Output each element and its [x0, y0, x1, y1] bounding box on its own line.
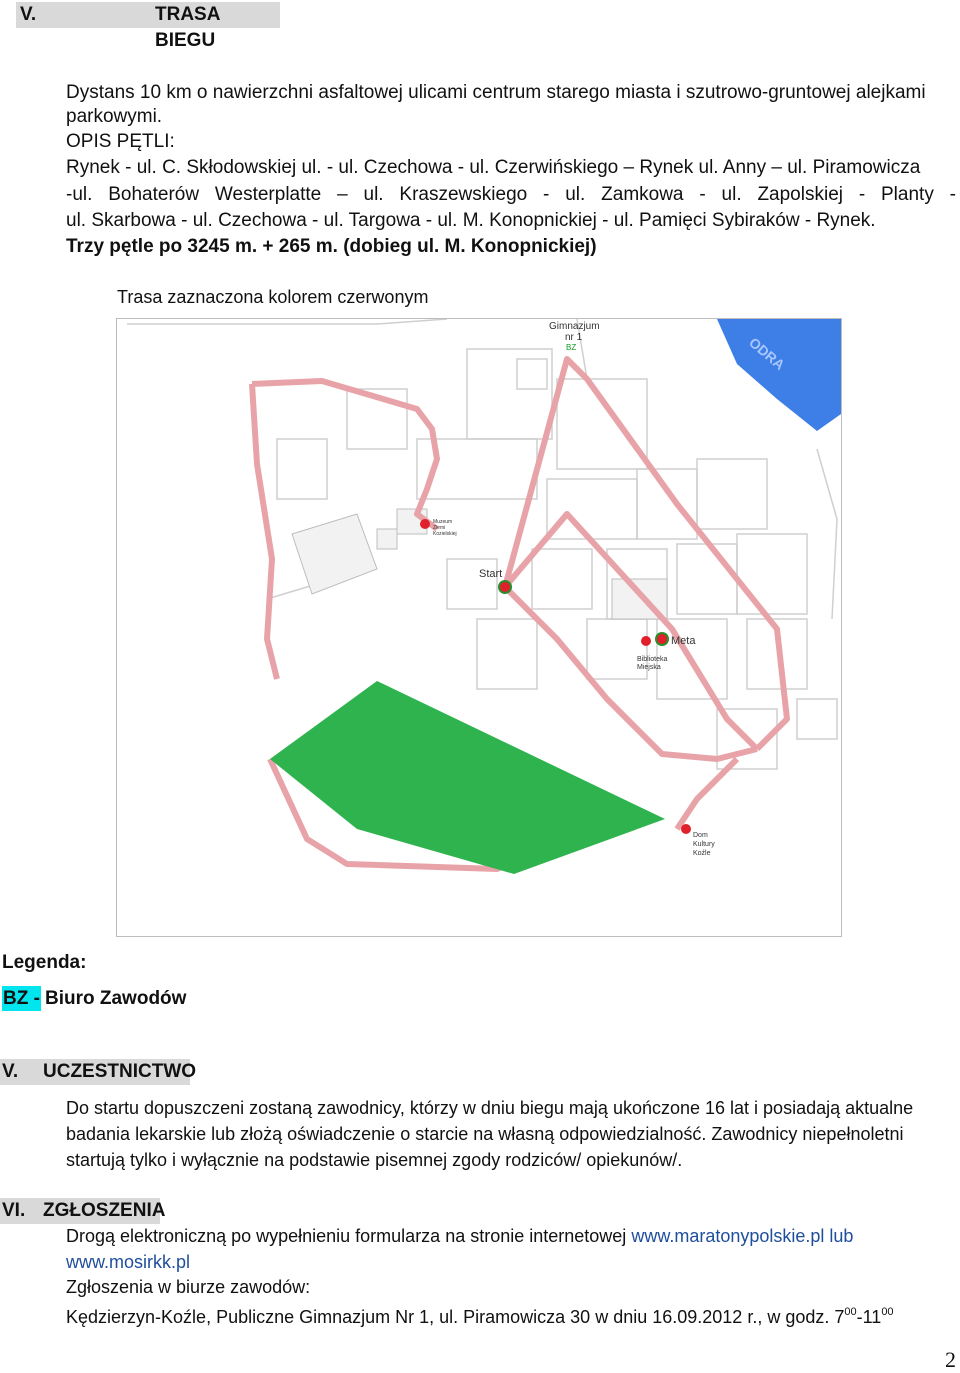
time-start-sup: 00: [844, 1306, 857, 1318]
mosirkk-link[interactable]: www.mosirkk.pl: [66, 1252, 191, 1272]
time-separator: -11: [856, 1307, 882, 1327]
section-number: V.: [2, 1061, 19, 1082]
map-graphic: [117, 319, 841, 936]
bz-map-label: BZ: [566, 343, 577, 352]
legend-title: Legenda:: [2, 952, 87, 973]
section-header-trasa: [16, 2, 280, 51]
office-details: [66, 1300, 894, 1330]
office-text: Kędzierzyn-Koźle, Publiczne Gimnazjum Nr 1, ul. Piramowicza 30 w dniu 16.09.2012 r., w godz. 7: [66, 1307, 845, 1327]
start-marker: [499, 581, 511, 593]
participation-line2: badania lekarskie lub złożą oświadczenie o starcie na własną odpowiedzialność. Zawodnicy niepełnoletni: [66, 1124, 904, 1144]
meta-label: Meta: [671, 635, 696, 647]
page-number: 2: [945, 1347, 956, 1372]
library-label-2: Miejska: [637, 664, 661, 671]
section-title: ZGŁOSZENIA: [43, 1200, 166, 1221]
gimnazjum-nr-label: nr 1: [565, 332, 583, 343]
time-end-sup: 00: [881, 1306, 894, 1318]
participation-line3: startują tylko i wyłącznie na podstawie pisemnej zgody rodziców/ opiekunów/.: [66, 1150, 683, 1170]
museum-label-1: Muzeum: [433, 519, 453, 525]
finish-marker: [656, 633, 668, 645]
section-header-uczestnictwo: [0, 1059, 197, 1085]
culture-house-label-3: Koźle: [693, 850, 711, 857]
culture-house-label-1: Dom: [693, 832, 708, 839]
section-title: UCZESTNICTWO: [43, 1061, 197, 1082]
museum-label-3: Kozielskiej: [433, 531, 457, 537]
culture-house-marker: [681, 824, 691, 834]
street-grid: [127, 319, 837, 769]
participation-line1: Do startu dopuszczeni zostaną zawodnicy, którzy w dniu biegu mają ukończone 16 lat i posiadają aktualne: [66, 1098, 914, 1118]
library-marker: [641, 636, 651, 646]
library-label-1: Biblioteka: [637, 656, 668, 663]
section-number: VI.: [2, 1200, 26, 1221]
gimnazjum-label: Gimnazjum: [549, 321, 600, 332]
loop-header: OPIS PĘTLI:: [66, 131, 175, 152]
museum-marker: [420, 519, 430, 529]
loop-line4: Trzy pętle po 3245 m. + 265 m. (dobieg ul. M. Konopnickiej): [66, 236, 597, 257]
section-number: V.: [20, 4, 37, 25]
culture-house-label-2: Kultury: [693, 841, 715, 848]
legend-bz-code: BZ -: [3, 988, 40, 1009]
start-label: Start: [479, 568, 503, 580]
loop-line1: Rynek - ul. C. Skłodowskiej ul. - ul. Czechowa - ul. Czerwińskiego – Rynek ul. Anny – ul. Piramowicza: [66, 157, 921, 178]
maratonypolskie-link[interactable]: www.maratonypolskie.pl lub: [631, 1226, 854, 1246]
loop-line3: ul. Skarbowa - ul. Czechowa - ul. Targowa - ul. M. Konopnickiej - ul. Pamięci Sybiraków - Rynek.: [66, 210, 876, 231]
office-header: Zgłoszenia w biurze zawodów:: [66, 1277, 311, 1297]
registration-line1: [66, 1224, 853, 1249]
river-label: ODRA: [746, 334, 788, 373]
route-distance-line1: Dystans 10 km o nawierzchni asfaltowej ulicami centrum starego miasta i szutrowo-gruntowej alejkami: [66, 82, 926, 103]
map-caption: Trasa zaznaczona kolorem czerwonym: [117, 287, 429, 307]
route-map: [116, 318, 842, 937]
registration-line1-text: Drogą elektroniczną po wypełnieniu formularza na stronie internetowej: [66, 1226, 627, 1246]
park-area: [270, 681, 665, 874]
section-header-zgloszenia: [0, 1198, 166, 1224]
museum-label-2: Ziemi: [433, 525, 446, 531]
legend-bz-text: Biuro Zawodów: [45, 988, 187, 1009]
section-title: TRASA BIEGU: [155, 4, 220, 51]
river-odra: [717, 319, 841, 431]
route-distance-line2: parkowymi.: [66, 106, 163, 127]
loop-line2: -ul. Bohaterów Westerplatte – ul. Kraszewskiego - ul. Zamkowa - ul. Zapolskiej - Planty -: [66, 184, 956, 205]
